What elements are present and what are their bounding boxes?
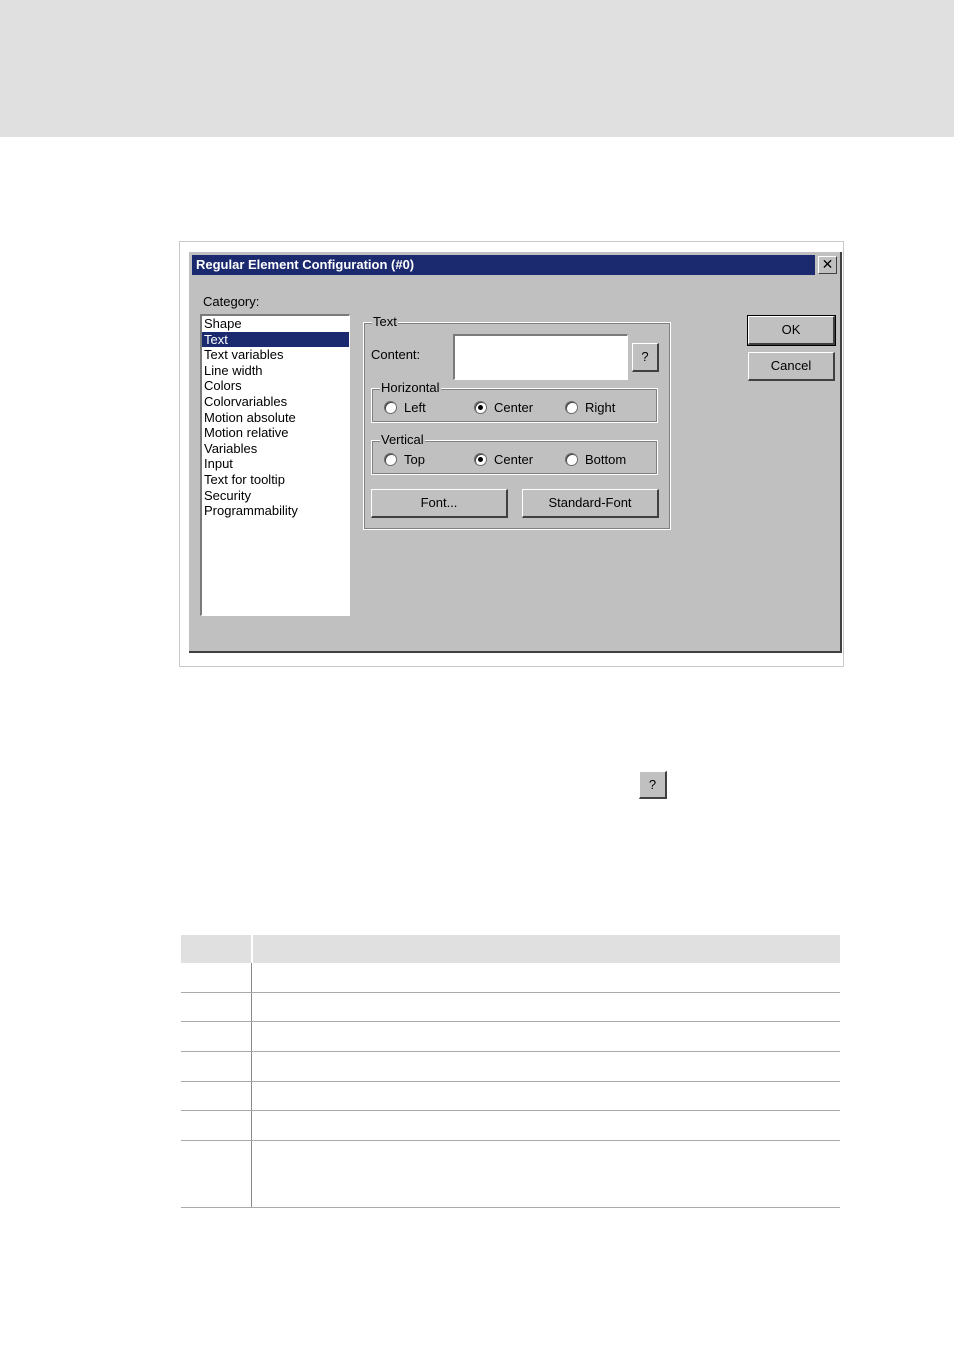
radio-checked-icon	[474, 453, 487, 466]
column-separator	[251, 1141, 252, 1207]
column-separator	[251, 1082, 252, 1110]
reference-table	[181, 935, 840, 1208]
column-separator	[251, 1022, 252, 1051]
horizontal-legend: Horizontal	[381, 380, 440, 395]
vertical-groupbox	[371, 432, 658, 475]
column-separator	[251, 1052, 252, 1081]
table-row	[181, 1141, 840, 1208]
content-help-button[interactable]: ?	[632, 343, 659, 372]
text-groupbox	[363, 314, 671, 530]
category-item-colors[interactable]: Colors	[204, 378, 242, 394]
standard-font-button[interactable]: Standard-Font	[522, 489, 659, 518]
vertical-bottom-radio[interactable]	[565, 453, 626, 467]
vertical-top-radio[interactable]	[384, 453, 425, 467]
category-item-motion-relative[interactable]: Motion relative	[204, 425, 289, 441]
category-item-programmability[interactable]: Programmability	[204, 503, 298, 519]
category-item-text-for-tooltip[interactable]: Text for tooltip	[204, 471, 285, 487]
content-label: Content:	[371, 347, 421, 362]
horizontal-groupbox	[371, 380, 658, 423]
horizontal-right-radio[interactable]	[565, 401, 615, 415]
text-group-legend: Text	[373, 314, 397, 329]
radio-label: Left	[404, 400, 426, 415]
close-icon[interactable]: ✕	[818, 256, 837, 274]
category-label: Category:	[203, 294, 260, 309]
table-row	[181, 1022, 840, 1052]
category-item-colorvariables[interactable]: Colorvariables	[204, 393, 288, 409]
category-item-line-width[interactable]: Line width	[204, 362, 263, 378]
category-item-motion-absolute[interactable]: Motion absolute	[204, 409, 296, 425]
radio-icon	[565, 453, 578, 466]
horizontal-center-radio[interactable]	[474, 401, 533, 415]
radio-label: Center	[494, 452, 534, 467]
column-separator	[251, 963, 252, 992]
radio-icon	[565, 401, 578, 414]
category-listbox[interactable]	[200, 314, 350, 616]
category-item-input[interactable]: Input	[204, 456, 233, 472]
radio-label: Top	[404, 452, 425, 467]
category-item-text[interactable]: Text	[202, 332, 349, 348]
vertical-center-radio[interactable]	[474, 453, 533, 467]
vertical-legend: Vertical	[381, 432, 424, 447]
cancel-button[interactable]: Cancel	[748, 352, 835, 381]
font-button[interactable]: Font...	[371, 489, 508, 518]
table-row	[181, 963, 840, 993]
category-item-shape[interactable]: Shape	[204, 316, 242, 331]
radio-checked-icon	[474, 401, 487, 414]
table-row	[181, 1082, 840, 1111]
column-separator	[251, 993, 252, 1021]
radio-icon	[384, 401, 397, 414]
content-input[interactable]	[453, 334, 628, 380]
column-separator	[251, 935, 253, 963]
table-row	[181, 1052, 840, 1082]
table-row	[181, 993, 840, 1022]
dialog-title: Regular Element Configuration (#0)	[192, 255, 815, 275]
radio-label: Center	[494, 400, 534, 415]
radio-label: Right	[585, 400, 616, 415]
radio-icon	[384, 453, 397, 466]
table-row	[181, 1111, 840, 1141]
category-item-variables[interactable]: Variables	[204, 440, 258, 456]
element-configuration-dialog	[189, 252, 842, 653]
column-separator	[251, 1111, 252, 1140]
help-button[interactable]: ?	[639, 771, 667, 799]
radio-label: Bottom	[585, 452, 627, 467]
category-item-text-variables[interactable]: Text variables	[204, 347, 284, 363]
category-item-security[interactable]: Security	[204, 487, 251, 503]
ok-button[interactable]: OK	[748, 316, 835, 345]
table-header	[181, 935, 840, 963]
page-header-band	[0, 0, 954, 137]
horizontal-left-radio[interactable]	[384, 401, 426, 415]
